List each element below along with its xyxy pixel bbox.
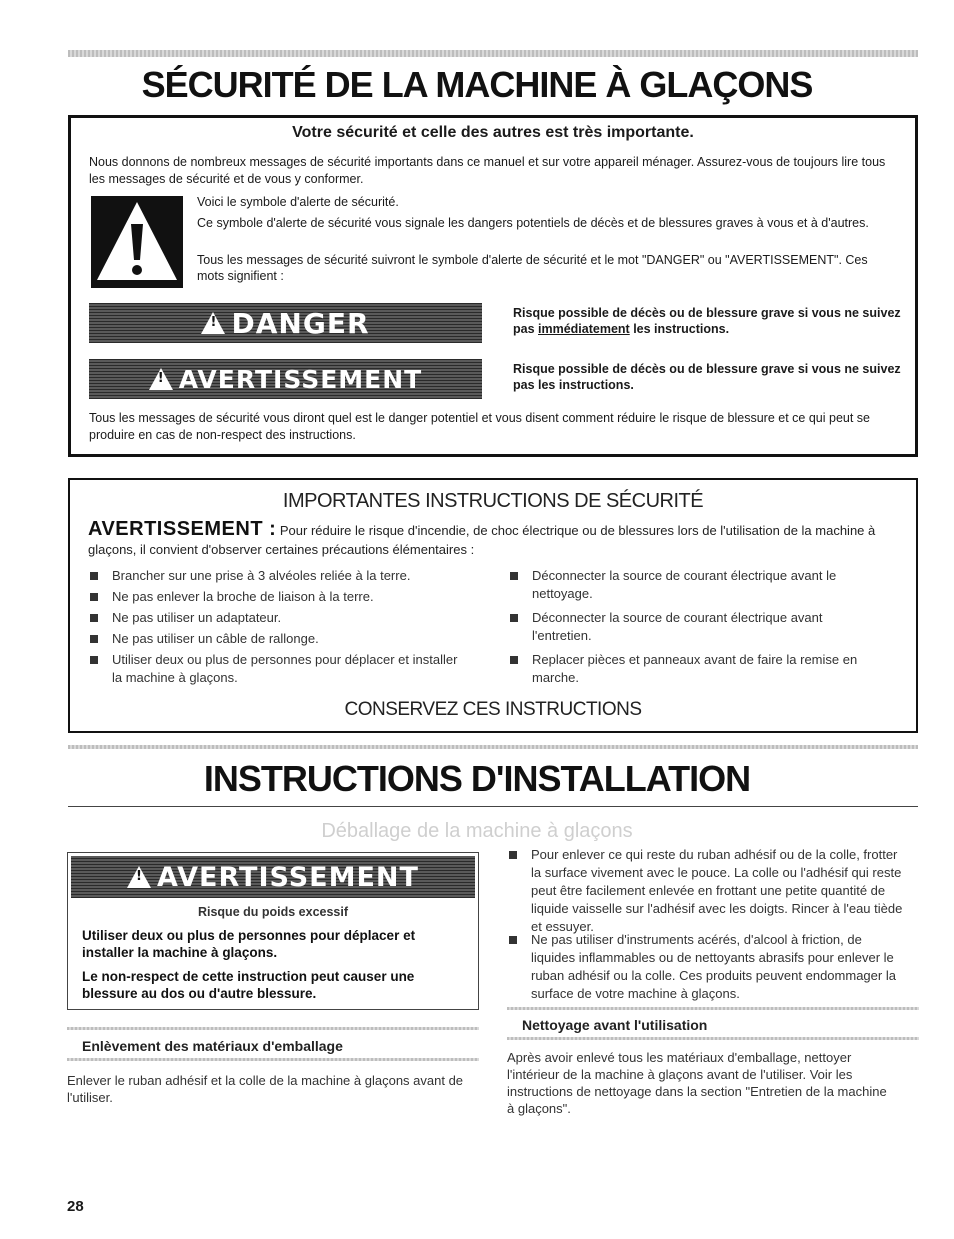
list-item: Déconnecter la source de courant électrique avant l'entretien. xyxy=(510,609,860,645)
page-title: SÉCURITÉ DE LA MACHINE À GLAÇONS xyxy=(141,64,813,105)
warning-description: Risque possible de décès ou de blessure grave si vous ne suivez pas les instructions. xyxy=(513,362,901,392)
danger-desc-a: Risque possible de décès ou de blessure grave si vous ne suivez pas xyxy=(513,306,901,336)
danger-banner xyxy=(89,303,482,343)
safety-subtitle: Votre sécurité et celle des autres est très importante. xyxy=(292,124,694,141)
install-subtitle: Déballage de la machine à glaçons xyxy=(321,820,633,842)
cleaning-heading: Nettoyage avant l'utilisation xyxy=(522,1017,708,1033)
list-item: Replacer pièces et panneaux avant de faire la remise en marche. xyxy=(510,651,880,687)
weight-warning-box xyxy=(67,852,479,1010)
cleaning-rule-top xyxy=(507,1007,919,1010)
top-rule xyxy=(68,50,918,57)
important-title: IMPORTANTES INSTRUCTIONS DE SÉCURITÉ xyxy=(282,490,704,512)
weight-warning-label: AVERTISSEMENT xyxy=(157,861,419,893)
install-rule-top xyxy=(68,745,918,749)
warning-label: AVERTISSEMENT xyxy=(178,364,423,394)
removal-text: Enlever le ruban adhésif et la colle de la machine à glaçons avant de l'utiliser. xyxy=(67,1073,464,1105)
list-item: Déconnecter la source de courant électrique avant le nettoyage. xyxy=(510,567,880,603)
weight-warning-p1: Utiliser deux ou plus de personnes pour déplacer et installer la machine à glaçons. xyxy=(82,928,416,960)
danger-desc-b: les instructions. xyxy=(629,322,730,336)
list-item: Ne pas utiliser un câble de rallonge. xyxy=(90,630,480,648)
symbol-text-3: Tous les messages de sécurité suivront le symbole d'alerte de sécurité et le mot "DANGER" ou "AVERTISSEMENT". Ces mots signifient : xyxy=(197,253,868,283)
list-item: Ne pas enlever la broche de liaison à la terre. xyxy=(90,588,480,606)
danger-alert-icon xyxy=(201,312,225,334)
important-lead xyxy=(88,520,908,559)
warning-banner xyxy=(89,359,482,399)
weight-warning-banner xyxy=(71,856,475,898)
danger-label: DANGER xyxy=(231,306,370,340)
danger-desc-emphasis: immédiatement xyxy=(538,322,630,336)
safety-footer: Tous les messages de sécurité vous diront quel est le danger potentiel et vous disent comment réduire le risque de blessure et ce qui peut se produire en cas de non-respect des instructions. xyxy=(89,411,870,442)
install-title: INSTRUCTIONS D'INSTALLATION xyxy=(203,758,751,799)
weight-warning-icon xyxy=(127,866,151,888)
install-rule-bottom xyxy=(68,806,918,807)
list-item: Brancher sur une prise à 3 alvéoles reliée à la terre. xyxy=(90,567,480,585)
safety-intro: Nous donnons de nombreux messages de sécurité importants dans ce manuel et sur votre appareil ménager. Assurez-vous de toujours lire tous les messages de sécurité et de vous y conformer. xyxy=(89,155,886,186)
important-lead-word: AVERTISSEMENT : xyxy=(88,518,277,540)
symbol-text-2: Ce symbole d'alerte de sécurité vous signale les dangers potentiels de décès et de blessures graves à vous et à d'autres. xyxy=(197,216,869,230)
symbol-text-1: Voici le symbole d'alerte de sécurité. xyxy=(197,195,399,209)
cleaning-rule-bottom xyxy=(507,1037,919,1040)
important-lead-text: Pour réduire le risque d'incendie, de choc électrique ou de blessures lors de l'utilisation de la machine à glaçons, il convient d'observer certaines précautions élémentaires : xyxy=(88,523,876,557)
list-item: Pour enlever ce qui reste du ruban adhésif ou de la colle, frotter la surface vivement avec le pouce. La colle ou l'adhésif qui reste peut être facilement enlevée en frottant une petite quantité de liquide vaisselle sur l'adhésif avec les doigts. Rincer à l'eau tiède et essuyer. xyxy=(509,846,909,936)
safety-info-box xyxy=(68,115,918,457)
important-instructions-box xyxy=(68,478,918,733)
important-closing: CONSERVEZ CES INSTRUCTIONS xyxy=(344,699,642,720)
list-item: Ne pas utiliser un adaptateur. xyxy=(90,609,480,627)
list-item: Utiliser deux ou plus de personnes pour déplacer et installer la machine à glaçons. xyxy=(90,651,465,687)
removal-rule-bottom xyxy=(67,1058,479,1061)
cleaning-text: Après avoir enlevé tous les matériaux d'emballage, nettoyer l'intérieur de la machine à glaçons avant de l'utiliser. Voir les instructions de nettoyage dans la section "Entretien de la machine à glaçons". xyxy=(507,1050,887,1116)
removal-heading: Enlèvement des matériaux d'emballage xyxy=(82,1038,343,1054)
safety-alert-icon xyxy=(91,196,183,288)
list-item: Ne pas utiliser d'instruments acérés, d'alcool à friction, de liquides inflammables ou de nettoyants abrasifs pour enlever le ruban adhésif ou la colle. Ces produits peuvent endommager la surface de votre machine à glaçons. xyxy=(509,931,909,1003)
danger-description xyxy=(513,305,913,337)
weight-warning-title: Risque du poids excessif xyxy=(197,905,349,919)
weight-warning-p2: Le non-respect de cette instruction peut causer une blessure au dos ou d'autre blessure. xyxy=(82,969,415,1001)
warning-alert-icon xyxy=(149,368,173,390)
page-number: 28 xyxy=(67,1198,84,1215)
removal-rule-top xyxy=(67,1027,479,1030)
